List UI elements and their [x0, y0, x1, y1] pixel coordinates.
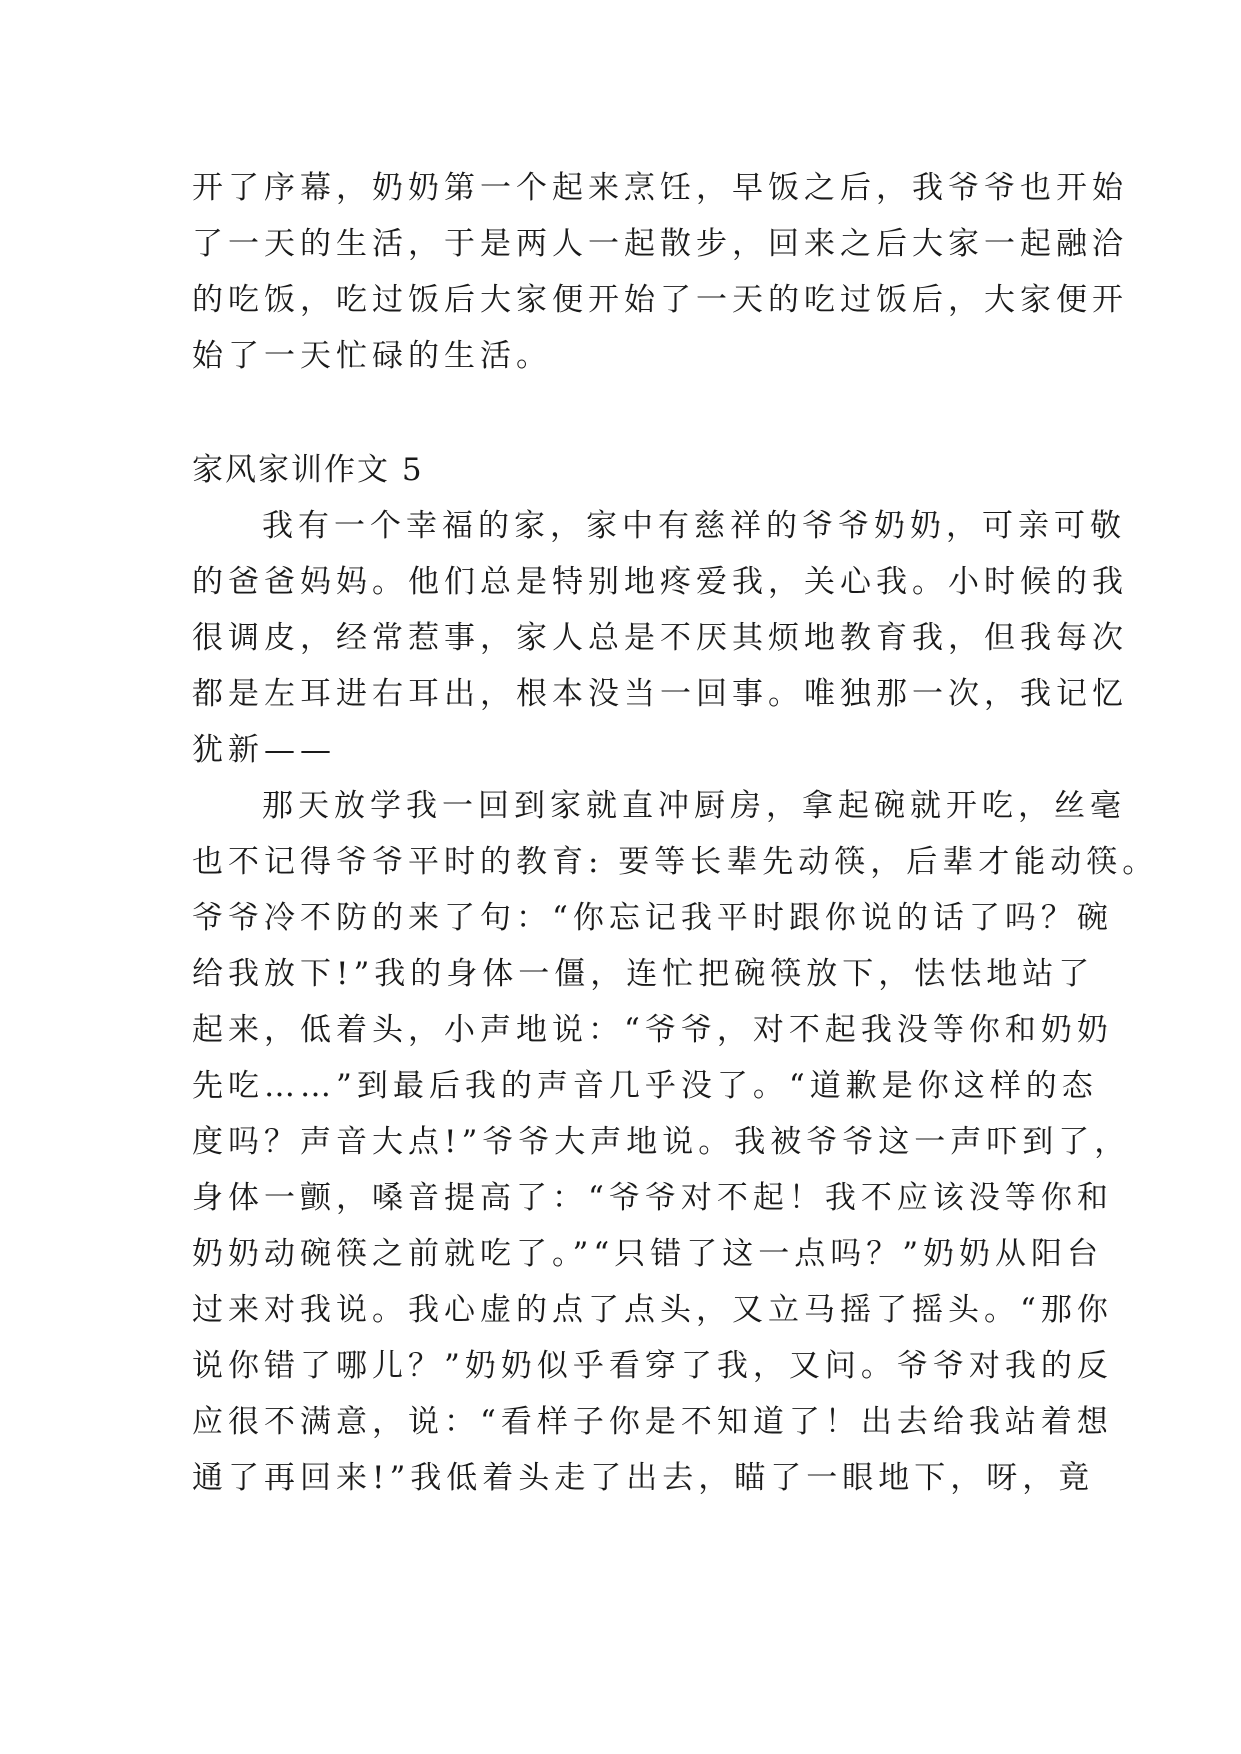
paragraph-2 [192, 778, 1159, 1506]
paragraph-1 [192, 498, 1128, 778]
text-line: 起来，低着头，小声地说：“爷爷，对不起我没等你和奶奶 [192, 1012, 1113, 1048]
text-line: 的爸爸妈妈。他们总是特别地疼爱我，关心我。小时候的我 [192, 564, 1128, 600]
text-line: 先吃……”到最后我的声音几乎没了。“道歉是你这样的态 [192, 1068, 1098, 1104]
text-line: 奶奶动碗筷之前就吃了。”“只错了这一点吗？”奶奶从阳台 [192, 1236, 1104, 1272]
text-line: 我有一个幸福的家，家中有慈祥的爷爷奶奶，可亲可敬 [262, 508, 1126, 544]
text-line: 度吗？声音大点!”爷爷大声地说。我被爷爷这一声吓到了， [192, 1124, 1131, 1160]
text-line: 身体一颤，嗓音提高了：“爷爷对不起！我不应该没等你和 [192, 1180, 1113, 1216]
text-line: 给我放下!”我的身体一僵，连忙把碗筷放下，怯怯地站了 [192, 956, 1095, 992]
document-page [192, 160, 1159, 1506]
text-line: 通了再回来!”我低着头走了出去，瞄了一眼地下，呀，竟 [192, 1460, 1095, 1496]
text-line: 始了一天忙碌的生活。 [192, 338, 552, 374]
text-line: 应很不满意，说：“看样子你是不知道了！出去给我站着想 [192, 1404, 1113, 1440]
text-line: 开了序幕，奶奶第一个起来烹饪，早饭之后，我爷爷也开始 [192, 170, 1128, 206]
text-line: 也不记得爷爷平时的教育: 要等长辈先动筷，后辈才能动筷。 [192, 844, 1159, 880]
section-title: 家风家训作文 5 [192, 452, 424, 488]
text-line: 很调皮，经常惹事，家人总是不厌其烦地教育我，但我每次 [192, 620, 1128, 656]
intro-paragraph [192, 160, 1128, 384]
text-line: 的吃饭，吃过饭后大家便开始了一天的吃过饭后，大家便开 [192, 282, 1128, 318]
text-line: 了一天的生活，于是两人一起散步，回来之后大家一起融洽 [192, 226, 1128, 262]
text-line: 爷爷冷不防的来了句：“你忘记我平时跟你说的话了吗？碗 [192, 900, 1113, 936]
text-line: 犹新—— [192, 732, 336, 768]
text-line: 说你错了哪儿？”奶奶似乎看穿了我，又问。爷爷对我的反 [192, 1348, 1113, 1384]
text-line: 过来对我说。我心虚的点了点头，又立马摇了摇头。“那你 [192, 1292, 1113, 1328]
text-line: 那天放学我一回到家就直冲厨房，拿起碗就开吃，丝毫 [262, 788, 1126, 824]
text-line: 都是左耳进右耳出，根本没当一回事。唯独那一次，我记忆 [192, 676, 1128, 712]
